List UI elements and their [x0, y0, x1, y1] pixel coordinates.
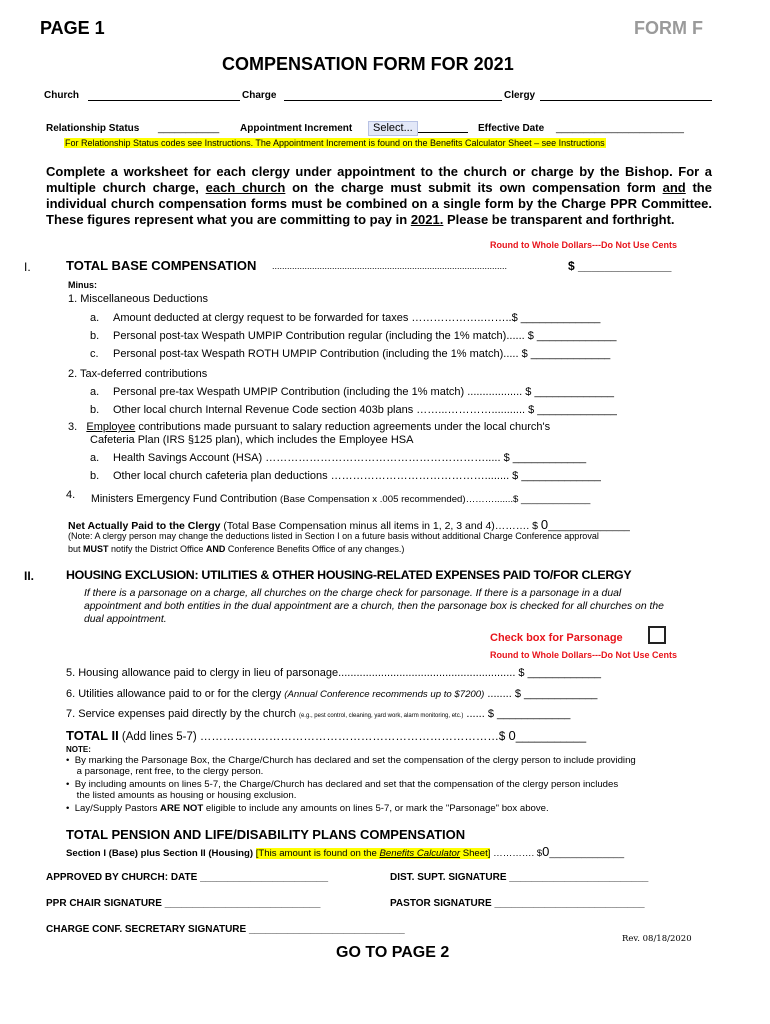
relationship-status-field[interactable]: ___________: [158, 123, 220, 134]
net-paid-value: 0: [540, 517, 549, 532]
effective-date-label: Effective Date: [478, 123, 545, 134]
section-1-title: TOTAL BASE COMPENSATION: [66, 258, 257, 273]
item-3: 3. Employee contributions made pursuant to salary reduction agreements under the local church's: [68, 421, 551, 433]
charge-field[interactable]: [284, 90, 502, 101]
intro-paragraph: Complete a worksheet for each clergy under appointment to the church or charge by the Bishop. For a multiple church charge, each church on the charge must submit its own compensation form and the individual church compensation forms must be combined on a single form by the Charge PPR Committee. These figures represent what you are committing to pay in 2021. Please be transparent and forthright.: [46, 164, 712, 227]
item-1b: Personal post-tax Wespath UMPIP Contribution regular (including the 1% match)...... $ _____________: [113, 330, 617, 342]
church-field[interactable]: [88, 90, 240, 101]
church-label: Church: [44, 90, 79, 101]
parsonage-text-3: dual appointment.: [84, 614, 167, 625]
item-3b-letter: b.: [90, 470, 100, 482]
total-2-value: 0: [508, 728, 516, 743]
item-2a: Personal pre-tax Wespath UMPIP Contribution (including the 1% match) .................. $ _____________: [113, 386, 614, 398]
round-note: Round to Whole Dollars---Do Not Use Cents: [490, 240, 677, 250]
pension-title: TOTAL PENSION AND LIFE/DISABILITY PLANS COMPENSATION: [66, 827, 466, 842]
charge-label: Charge: [242, 90, 277, 101]
item-1a-letter: a.: [90, 312, 100, 324]
bullet-2: • By including amounts on lines 5-7, the Charge/Church has declared and set that the compensation of the clergy person includes the listed amounts as housing or housing exclusion.: [66, 779, 619, 801]
section-1-note-1: (Note: A clergy person may change the deductions listed in Section I on a future basis without additional Charge Conference approval: [68, 531, 599, 541]
bullet-1: • By marking the Parsonage Box, the Charge/Church has declared and set the compensation of the clergy person to include providing a parsonage, rent free, to the clergy person.: [66, 755, 636, 777]
section-2-title: HOUSING EXCLUSION: UTILITIES & OTHER HOUSING-RELATED EXPENSES PAID TO/FOR CLERGY: [66, 568, 632, 582]
section-1-leader: ..............................................................................................: [272, 261, 508, 271]
item-1b-letter: b.: [90, 330, 100, 342]
dist-supt-signature[interactable]: DIST. SUPT. SIGNATURE _________________________: [390, 872, 649, 883]
parsonage-checkbox-label: Check box for Parsonage: [490, 632, 623, 644]
pastor-signature[interactable]: PASTOR SIGNATURE ___________________________: [390, 898, 645, 909]
tax-deferred: 2. Tax-deferred contributions: [68, 368, 208, 380]
clergy-field[interactable]: [540, 90, 712, 101]
item-1a: Amount deducted at clergy request to be forwarded for taxes ………………..……..$ _____________: [113, 312, 601, 324]
note-head: NOTE:: [66, 745, 91, 754]
appointment-increment-label: Appointment Increment: [240, 123, 353, 134]
approved-date-field[interactable]: APPROVED BY CHURCH: DATE _______________________: [46, 872, 329, 883]
item-2b: Other local church Internal Revenue Code section 403b plans ……...…………........... $ _____________: [113, 404, 617, 416]
net-paid-line: Net Actually Paid to the Clergy (Total Base Compensation minus all items in 1, 2, 3 and 4)………. $ 0______________: [68, 517, 630, 532]
item-1c: Personal post-tax Wespath ROTH UMPIP Contribution (including the 1% match)..... $ _____________: [113, 348, 611, 360]
page-number: PAGE 1: [40, 18, 105, 38]
pension-value: 0: [542, 844, 550, 859]
item-2b-letter: b.: [90, 404, 100, 416]
effective-date-field[interactable]: _______________________: [556, 123, 684, 134]
revision-date: Rev. 08/18/2020: [622, 934, 692, 944]
appointment-increment-select[interactable]: [368, 118, 468, 133]
ppr-chair-signature[interactable]: PPR CHAIR SIGNATURE ____________________________: [46, 898, 321, 909]
form-label: FORM F: [634, 18, 703, 38]
clergy-label: Clergy: [504, 90, 536, 101]
bullet-3: • Lay/Supply Pastors ARE NOT eligible to include any amounts on lines 5-7, or mark the "Parsonage" box above.: [66, 803, 549, 814]
section-1-note-2: but MUST notify the District Office AND Conference Benefits Office of any changes.): [68, 544, 405, 554]
parsonage-text-1: If there is a parsonage on a charge, all churches on the charge check for parsonage. If there is a parsonage in a dual: [84, 588, 622, 599]
total-base-amount[interactable]: $ ______________: [568, 259, 672, 273]
relationship-note: For Relationship Status codes see Instructions. The Appointment Increment is found on the Benefits Calculator Sheet – see Instructions: [65, 138, 605, 148]
item-4: Ministers Emergency Fund Contribution (Base Compensation x .005 recommended)……….......$ _____________: [91, 493, 591, 505]
item-1c-letter: c.: [90, 348, 99, 360]
item-3-line2: Cafeteria Plan (IRS §125 plan), which includes the Employee HSA: [90, 434, 414, 446]
section-1-roman: I.: [24, 260, 31, 274]
parsonage-checkbox[interactable]: [648, 626, 666, 644]
charge-conf-secretary-signature[interactable]: CHARGE CONF. SECRETARY SIGNATURE ____________________________: [46, 924, 405, 935]
minus-label: Minus:: [68, 280, 97, 290]
item-3a: Health Savings Account (HSA) ……………………………………………………..... $ ____________: [113, 452, 587, 464]
item-6: 6. Utilities allowance paid to or for the clergy (Annual Conference recommends up to $7200) ........ $ ____________: [66, 688, 598, 700]
item-3b: Other local church cafeteria plan deductions ……………………………………........ $ _____________: [113, 470, 601, 482]
item-3a-letter: a.: [90, 452, 100, 464]
item-2a-letter: a.: [90, 386, 100, 398]
misc-deductions: 1. Miscellaneous Deductions: [68, 293, 209, 305]
page-title: COMPENSATION FORM FOR 2021: [222, 54, 514, 74]
total-2-line: TOTAL II (Add lines 5-7) ……………………………………………………………………$ 0___________: [66, 728, 587, 743]
item-4-num: 4.: [66, 489, 76, 501]
item-5: 5. Housing allowance paid to clergy in lieu of parsonage.......................................................... $ ____________: [66, 667, 602, 679]
pension-line: Section I (Base) plus Section II (Housing) [This amount is found on the Benefits Calculator Sheet] …………. $0______________: [66, 844, 625, 859]
section-2-roman: II.: [24, 569, 35, 583]
relationship-status-label: Relationship Status: [46, 123, 140, 134]
go-to-page-2[interactable]: GO TO PAGE 2: [336, 944, 450, 961]
parsonage-text-2: appointment and both entities in the dual appointment are a church, then the parsonage box is checked for all churches on the: [84, 601, 664, 612]
select-value: Select...: [368, 121, 418, 136]
item-7: 7. Service expenses paid directly by the church (e.g., pest control, cleaning, yard work, alarm monitoring, etc.) ...... $ ____________: [66, 708, 571, 720]
round-note-2: Round to Whole Dollars---Do Not Use Cents: [490, 650, 677, 660]
